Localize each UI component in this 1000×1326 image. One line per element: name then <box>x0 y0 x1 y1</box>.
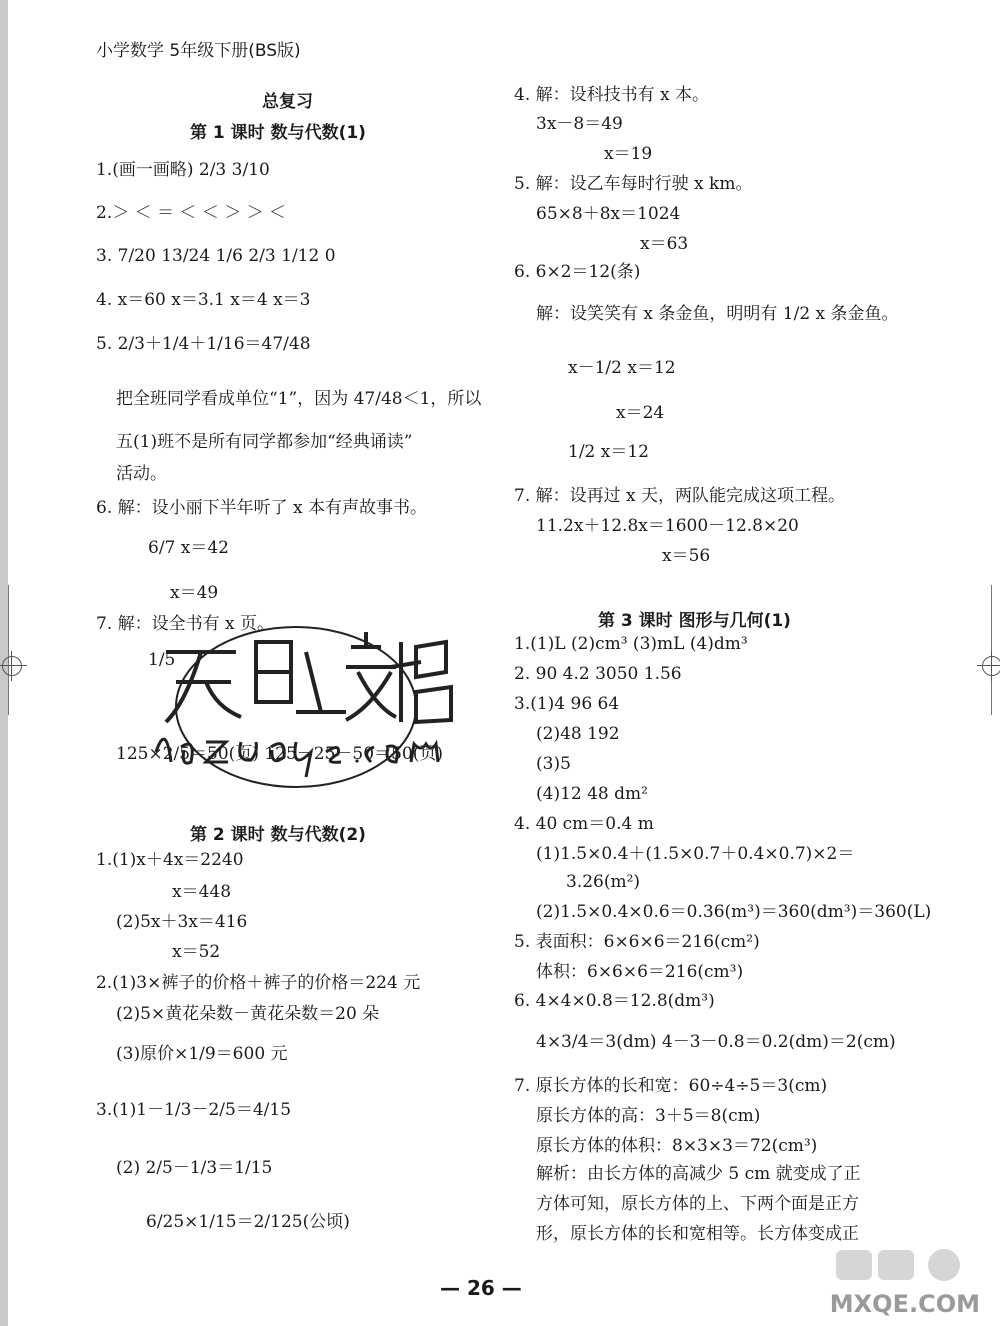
answer-line: 6. 6×2＝12(条) <box>514 262 641 282</box>
answer-line: 65×8＋8x＝1024 <box>536 204 681 224</box>
answer-line: 1/5 <box>148 650 176 670</box>
answer-line: 7. 原长方体的长和宽：60÷4÷5＝3(cm) <box>514 1076 828 1096</box>
answer-line: 6/7 x＝42 <box>148 538 229 558</box>
answer-line: 4. 解：设科技书有 x 本。 <box>514 85 710 105</box>
answer-line: 125×2/5＝50(页) 125－25－50＝50(页) <box>116 744 443 764</box>
answer-line: x－1/2 x＝12 <box>568 358 676 378</box>
answer-line: 5. 表面积：6×6×6＝216(cm²) <box>514 932 760 952</box>
answer-line: (2)5×黄花朵数－黄花朵数＝20 朵 <box>116 1004 380 1024</box>
section-title-lesson3: 第 3 课时 图形与几何(1) <box>598 611 791 631</box>
answer-line: 4×3/4＝3(dm) 4－3－0.8＝0.2(dm)＝2(cm) <box>536 1032 896 1052</box>
handwritten-watermark <box>146 612 466 792</box>
answer-line: 1/2 x＝12 <box>568 442 649 462</box>
answer-line: 3.(1)4 96 64 <box>514 694 620 714</box>
answer-line: x＝19 <box>604 144 653 164</box>
answer-line: x＝56 <box>662 546 711 566</box>
answer-line: (2)1.5×0.4×0.6＝0.36(m³)＝360(dm³)＝360(L) <box>536 902 932 922</box>
answer-line: 7. 解：设全书有 x 页。 <box>96 614 275 634</box>
answer-line: 6. 解：设小丽下半年听了 x 本有声故事书。 <box>96 498 428 518</box>
answer-line: (3)原价×1/9＝600 元 <box>116 1044 288 1064</box>
answer-line: 解：设笑笑有 x 条金鱼，明明有 1/2 x 条金鱼。 <box>536 304 899 324</box>
registration-mark-left <box>2 656 22 676</box>
answer-line: (4)12 48 dm² <box>536 784 648 804</box>
answer-line: x＝63 <box>640 234 689 254</box>
answer-line: 2. 90 4.2 3050 1.56 <box>514 664 682 684</box>
answer-line: 7. 解：设再过 x 天，两队能完成这项工程。 <box>514 486 846 506</box>
registration-mark-right <box>982 656 1000 676</box>
answer-line: 3. 7/20 13/24 1/6 2/3 1/12 0 <box>96 246 336 266</box>
book-header: 小学数学 5年级下册(BS版) <box>96 41 301 61</box>
answer-line: 1.(1)L (2)cm³ (3)mL (4)dm³ <box>514 634 748 654</box>
page-number: — 26 — <box>440 1276 522 1300</box>
answer-line: 形，原长方体的长和宽相等。长方体变成正 <box>536 1224 859 1244</box>
answer-line: x＝24 <box>616 403 665 423</box>
chapter-title: 总复习 <box>262 92 313 112</box>
registration-line-left <box>8 585 9 715</box>
answer-line: 4. x＝60 x＝3.1 x＝4 x＝3 <box>96 290 311 310</box>
answer-line: 2.(1)3×裤子的价格＋裤子的价格＝224 元 <box>96 973 421 993</box>
answer-line: 3x－8＝49 <box>536 114 623 134</box>
answer-line: 5. 2/3＋1/4＋1/16＝47/48 <box>96 334 311 354</box>
answer-line: (2) 2/5－1/3＝1/15 <box>116 1158 273 1178</box>
answer-line: 五(1)班不是所有同学都参加“经典诵读” <box>116 432 413 452</box>
answer-line: 1.(画一画略) 2/3 3/10 <box>96 160 270 180</box>
answer-line: 5. 解：设乙车每时行驶 x km。 <box>514 174 753 194</box>
answer-line: 3.26(m²) <box>566 872 641 892</box>
answer-line: 1.(1)x＋4x＝2240 <box>96 850 244 870</box>
answer-line: x＝448 <box>172 882 232 902</box>
answer-line: 4. 40 cm＝0.4 m <box>514 814 654 834</box>
logo-watermark-text: MXQE.COM <box>829 1290 980 1318</box>
answer-line: 活动。 <box>116 464 167 484</box>
answer-line: 2.＞ ＜ ＝ ＜ ＜ ＞ ＞ ＜ <box>96 203 287 223</box>
answer-line: 6/25×1/15＝2/125(公顷) <box>146 1212 350 1232</box>
answer-line: (2)48 192 <box>536 724 620 744</box>
answer-line: x＝49 <box>170 583 219 603</box>
registration-line-right <box>991 585 992 715</box>
answer-line: 6. 4×4×0.8＝12.8(dm³) <box>514 991 715 1011</box>
answer-line: 体积：6×6×6＝216(cm³) <box>536 962 744 982</box>
answer-line: 原长方体的高：3＋5＝8(cm) <box>536 1106 761 1126</box>
answer-line: 方体可知，原长方体的上、下两个面是正方 <box>536 1194 859 1214</box>
answer-line: (1)1.5×0.4＋(1.5×0.7＋0.4×0.7)×2＝ <box>536 844 855 864</box>
answer-line: 把全班同学看成单位“1”，因为 47/48＜1，所以 <box>116 389 482 409</box>
answer-line: (3)5 <box>536 754 571 774</box>
answer-line: x＝52 <box>172 942 221 962</box>
answer-line: (2)5x＋3x＝416 <box>116 912 248 932</box>
answer-line: 11.2x＋12.8x＝1600－12.8×20 <box>536 516 799 536</box>
section-title-lesson2: 第 2 课时 数与代数(2) <box>190 825 366 845</box>
section-title-lesson1: 第 1 课时 数与代数(1) <box>190 123 366 143</box>
answer-line: 3.(1)1－1/3－2/5＝4/15 <box>96 1100 292 1120</box>
answer-line: 解析：由长方体的高减少 5 cm 就变成了正 <box>536 1164 861 1184</box>
answer-line: 原长方体的体积：8×3×3＝72(cm³) <box>536 1136 818 1156</box>
